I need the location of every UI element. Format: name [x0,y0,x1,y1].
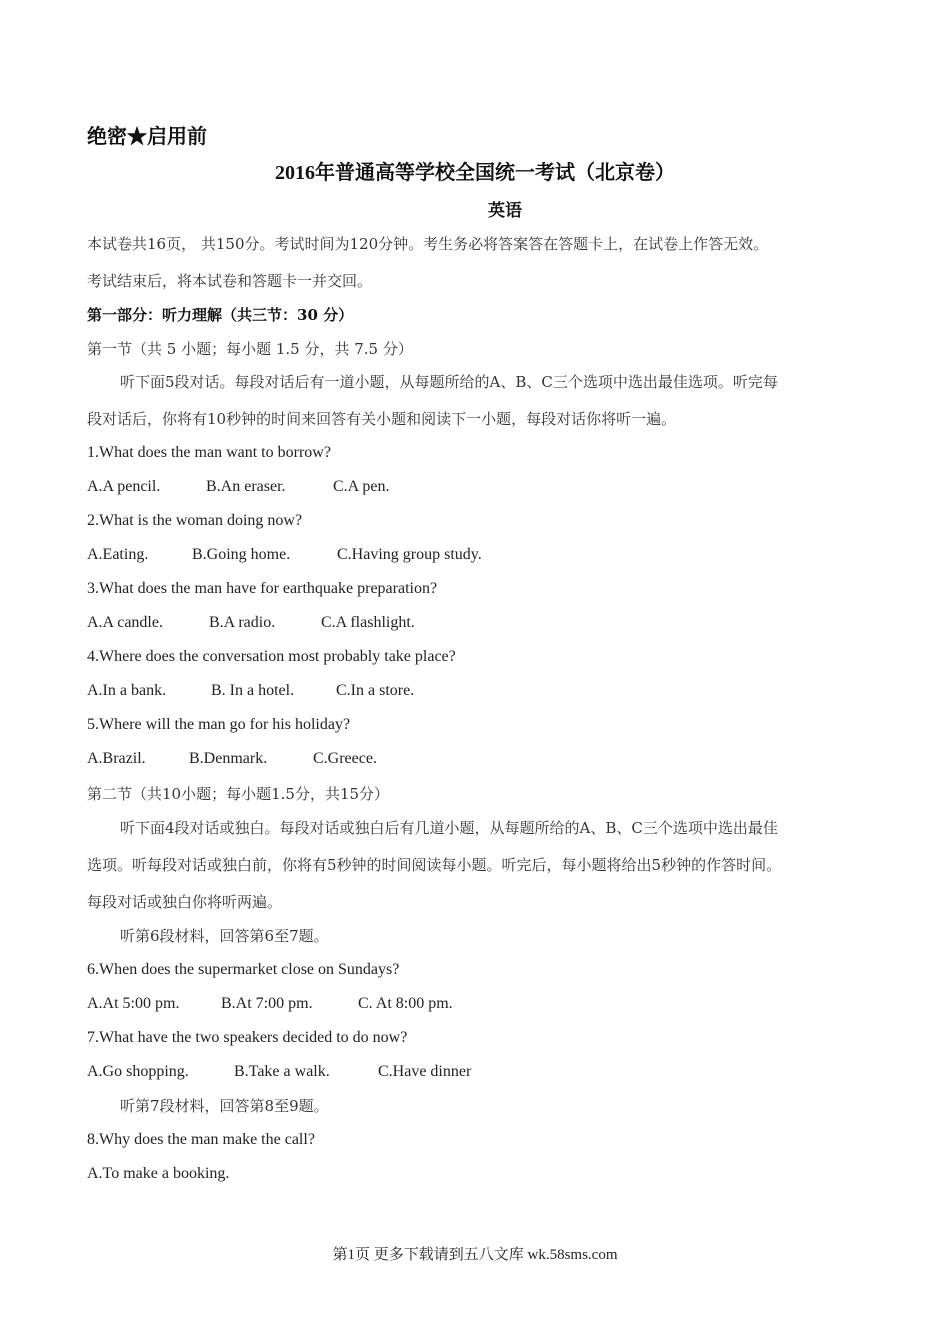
option-a: A.Eating. [87,546,149,563]
question-stem: 7.What have the two speakers decided to do now? [87,1029,408,1046]
option-b: B.An eraser. [206,478,286,495]
option-a: A.At 5:00 pm. [87,995,180,1012]
question-stem: 5.Where will the man go for his holiday? [87,716,351,733]
option-c: C.A flashlight. [321,614,415,631]
page-footer: 第1页 更多下载请到五八文库 wk.58sms.com [332,1247,618,1263]
question-stem: 1.What does the man want to borrow? [87,444,331,461]
question-options [87,994,453,1014]
section1-directions-2: 段对话后，你将有10秒钟的时间来回答有关小题和阅读下一小题，每段对话你将听一遍。 [87,410,677,428]
question-options [87,1062,471,1082]
question-options [87,477,389,497]
question-stem: 3.What does the man have for earthquake preparation? [87,580,438,597]
option-c: C.Having group study. [337,546,482,563]
section2-directions-3: 每段对话或独白你将听两遍。 [87,893,283,911]
instructions-line-2: 考试结束后，将本试卷和答题卡一并交回。 [87,272,373,290]
section2-heading: 第二节（共10小题；每小题1.5分，共15分） [87,785,390,803]
option-a: A.A candle. [87,614,163,631]
option-a: A.To make a booking. [87,1165,230,1182]
option-a: A.Brazil. [87,750,146,767]
question-options [87,681,414,701]
option-b: B.At 7:00 pm. [221,995,313,1012]
question-stem: 4.Where does the conversation most probably take place? [87,648,456,665]
option-c: C.In a store. [336,682,415,699]
option-a: A.In a bank. [87,682,167,699]
section2-directions-1: 听下面4段对话或独白。每段对话或独白后有几道小题，从每题所给的A、B、C三个选项中选出最佳 [120,819,778,837]
question-stem: 8.Why does the man make the call? [87,1131,315,1148]
question-stem: 6.When does the supermarket close on Sundays? [87,961,400,978]
section2-directions-2: 选项。听每段对话或独白前，你将有5秒钟的时间阅读每小题。听完后，每小题将给出5秒钟的作答时间。 [87,856,782,874]
option-a: A.Go shopping. [87,1063,189,1080]
subject-label: 英语 [488,201,522,220]
option-c: C.Have dinner [378,1063,472,1080]
question-options [87,749,377,769]
material-7-note: 听第7段材料，回答第8至9题。 [120,1097,329,1115]
option-b: B.A radio. [209,614,276,631]
question-options [87,545,482,565]
option-b: B.Going home. [192,546,291,563]
question-options [87,613,415,633]
question-stem: 2.What is the woman doing now? [87,512,303,529]
material-6-note: 听第6段材料，回答第6至7题。 [120,927,329,945]
option-b: B.Denmark. [189,750,268,767]
section1-directions-1: 听下面5段对话。每段对话后有一道小题，从每题所给的A、B、C三个选项中选出最佳选项。听完每 [120,373,778,391]
option-b: B. In a hotel. [211,682,295,699]
option-c: C.Greece. [313,750,377,767]
section1-heading: 第一节（共 5 小题；每小题 1.5 分，共 7.5 分） [87,340,413,358]
option-c: C. At 8:00 pm. [358,995,453,1012]
option-c: C.A pen. [333,478,390,495]
instructions-line-1: 本试卷共16页， 共150分。考试时间为120分钟。考生务必将答案答在答题卡上，在试卷上作答无效。 [87,235,769,253]
option-a: A.A pencil. [87,478,161,495]
part1-heading: 第一部分：听力理解（共三节：30 分） [87,306,354,324]
exam-title: 2016年普通高等学校全国统一考试（北京卷） [275,162,675,184]
secret-label: 绝密★启用前 [87,126,207,148]
option-b: B.Take a walk. [234,1063,330,1080]
